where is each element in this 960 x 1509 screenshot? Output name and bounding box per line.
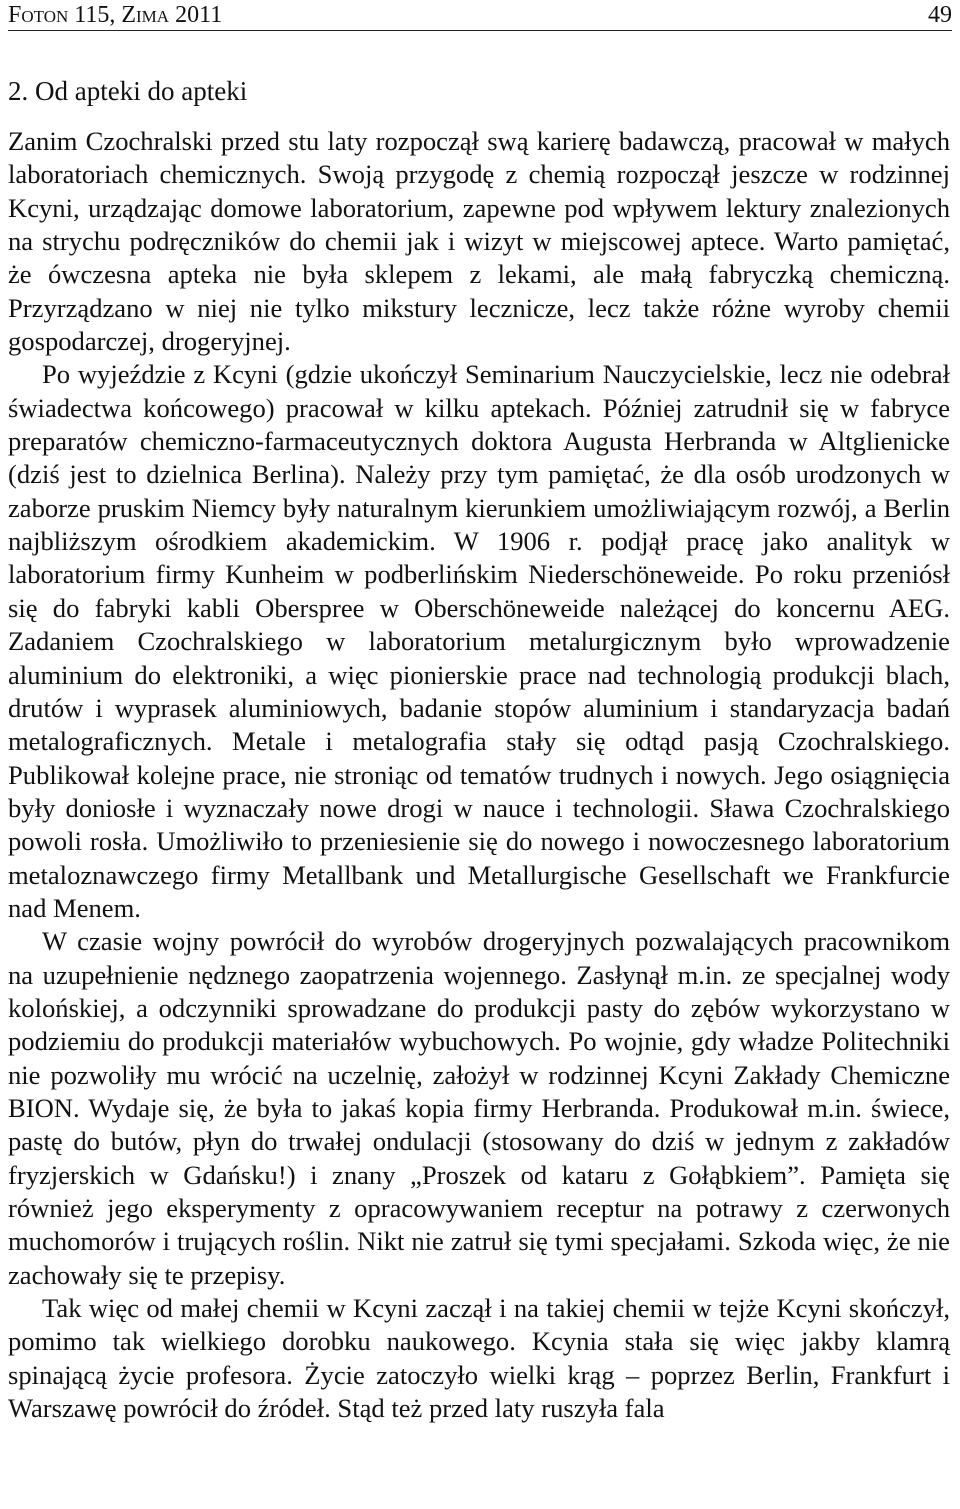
journal-issue: Foton 115, Zima 2011	[8, 2, 223, 28]
page-number: 49	[928, 2, 952, 28]
running-header	[8, 0, 952, 31]
paragraph-2: Po wyjeździe z Kcyni (gdzie ukończył Seminarium Nauczycielskie, lecz nie odebrał świadectwa końcowego) pracował w kilku aptekach. Później zatrudnił się w fabryce preparatów chemiczno-farmaceutycznych doktora Augusta Herbranda w Altglienicke (dziś jest to dzielnica Berlina). Należy przy tym pamiętać, że dla osób urodzonych w zaborze pruskim Niemcy były naturalnym kierunkiem umożliwiającym rozwój, a Berlin najbliższym ośrodkiem akademickim. W 1906 r. podjął pracę jako analityk w laboratorium firmy Kunheim w podberlińskim Niederschöneweide. Po roku przeniósł się do fabryki kabli Oberspree w Oberschöneweide należącej do koncernu AEG. Zadaniem Czochralskiego w laboratorium metalurgicznym było wprowadzenie aluminium do elektroniki, a więc pionierskie prace nad technologią produkcji blach, drutów i wyprasek aluminiowych, badanie stopów aluminium i standaryzacja badań metalograficznych. Metale i metalografia stały się odtąd pasją Czochralskiego. Publikował kolejne prace, nie stroniąc od tematów trudnych i nowych. Jego osiągnięcia były doniosłe i wyznaczały nowe drogi w nauce i technologii. Sława Czochralskiego powoli rosła. Umożliwiło to przeniesienie się do nowego i nowoczesnego laboratorium metaloznawczego firmy Metallbank und Metallurgische Gesellschaft we Frankfurcie nad Menem.	[8, 359, 950, 923]
paragraph-3: W czasie wojny powrócił do wyrobów drogeryjnych pozwalających pracownikom na uzupełnienie nędznego zaopatrzenia wojennego. Zasłynął m.in. ze specjalnej wody kolońskiej, a odczynniki sprowadzane do produkcji pasty do zębów wykorzystano w podziemiu do produkcji materiałów wybuchowych. Po wojnie, gdy władze Politechniki nie pozwoliły mu wrócić na uczelnię, założył w rodzinnej Kcyni Zakłady Chemiczne BION. Wydaje się, że była to jakaś kopia firmy Herbranda. Produkował m.in. świece, pastę do butów, płyn do trwałej ondulacji (stosowany do dziś w jednym z zakładów fryzjerskich w Gdańsku!) i znany „Proszek od kataru z Gołąbkiem”. Pamięta się również jego eksperymenty z opracowywaniem receptur na potrawy z czerwonych muchomorów i trujących roślin. Nikt nie zatruł się tymi specjałami. Szkoda więc, że nie zachowały się te przepisy.	[8, 926, 950, 1290]
section-title: 2. Od apteki do apteki	[8, 76, 248, 106]
paragraph-1: Zanim Czochralski przed stu laty rozpoczął swą karierę badawczą, pracował w małych laboratoriach chemicznych. Swoją przygodę z chemią rozpoczął jeszcze w rodzinnej Kcyni, urządzając domowe laboratorium, zapewne pod wpływem lektury znalezionych na strychu podręczników do chemii jak i wizyt w miejscowej aptece. Warto pamiętać, że ówczesna apteka nie była sklepem z lekami, ale małą fabryczką chemiczną. Przyrządzano w niej nie tylko mikstury lecznicze, lecz także różne wyroby chemii gospodarczej, drogeryjnej.	[8, 126, 950, 357]
article-body	[8, 125, 950, 1425]
paragraph-4: Tak więc od małej chemii w Kcyni zaczął i na takiej chemii w tejże Kcyni skończył, pomimo tak wielkiego dorobku naukowego. Kcynia stała się więc jakby klamrą spinającą życie profesora. Życie zatoczyło wielki krąg – poprzez Berlin, Frankfurt i Warszawę powrócił do źródeł. Stąd też przed laty ruszyła fala	[8, 1293, 950, 1424]
